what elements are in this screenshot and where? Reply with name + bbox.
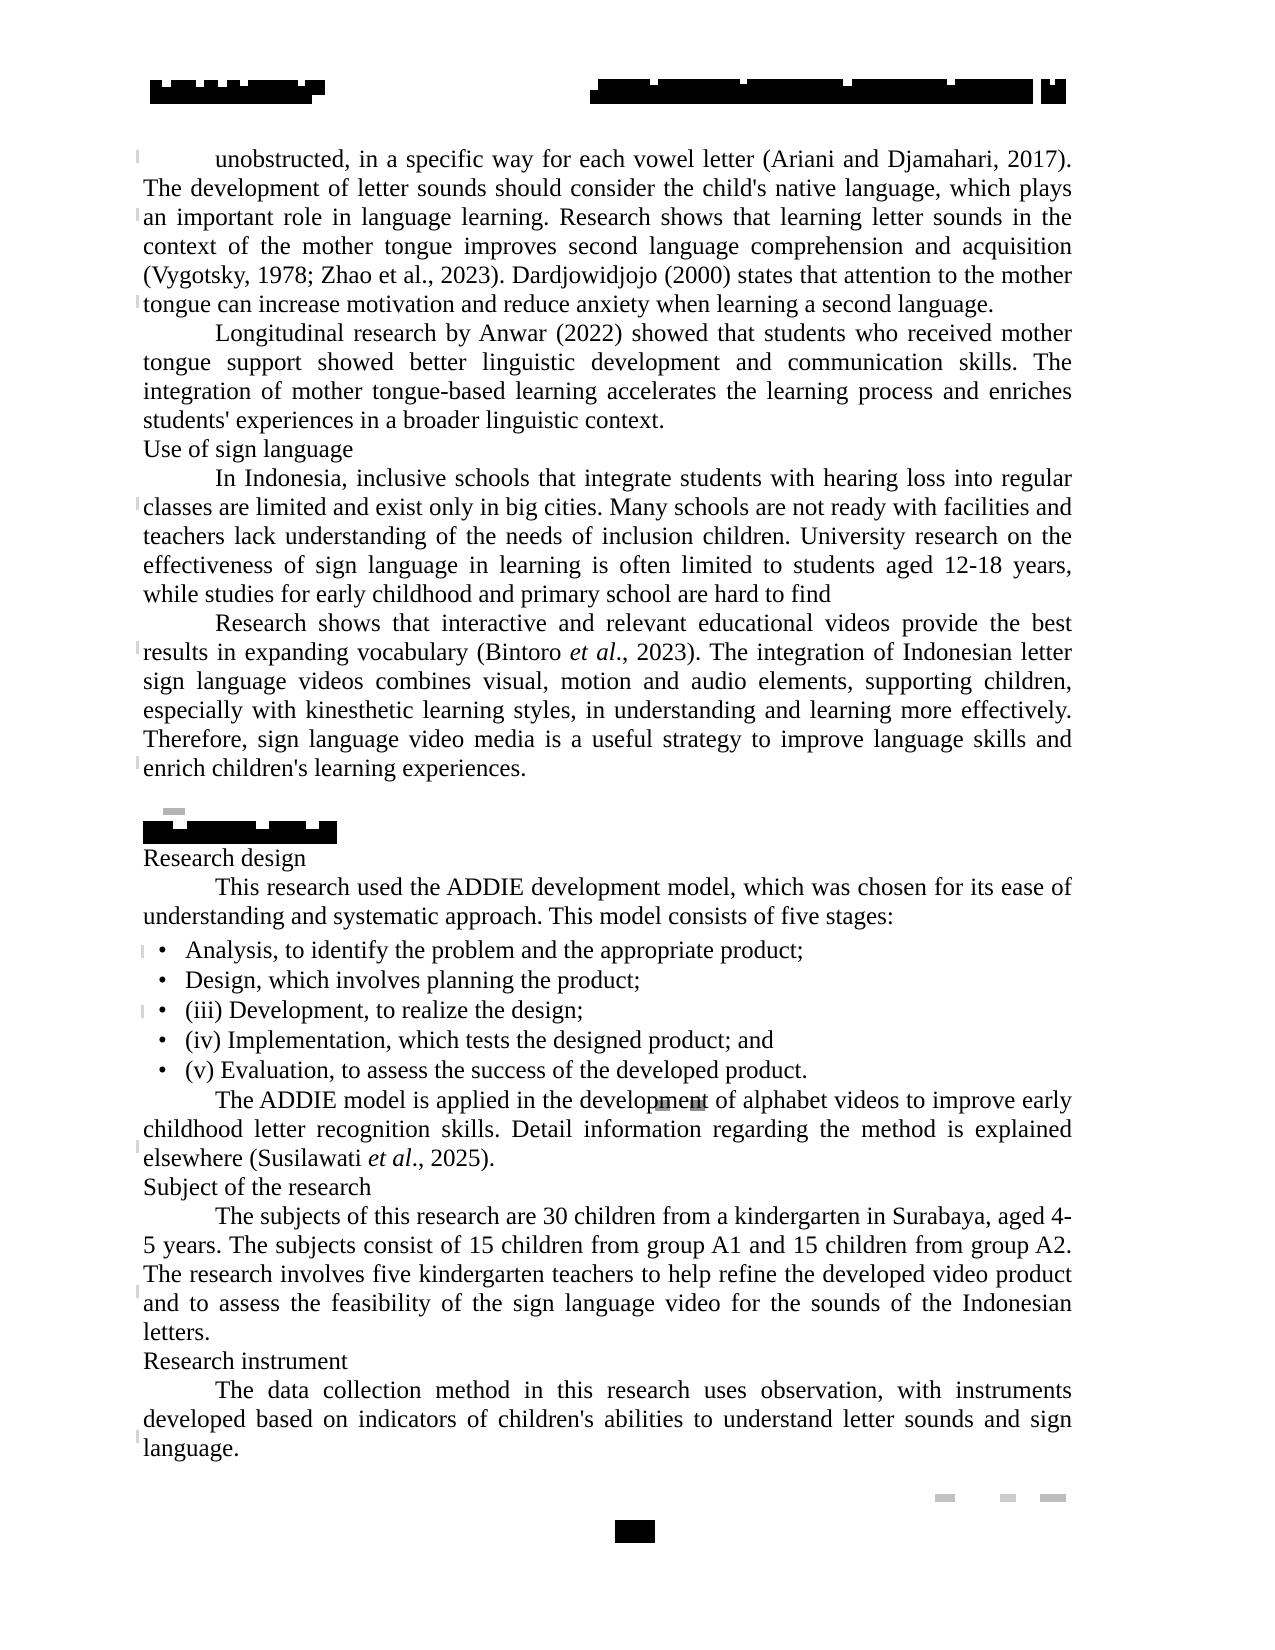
list-item-analysis: • Analysis, to identify the problem and the appropriate product; xyxy=(143,936,1072,966)
paragraph-text: Research shows that interactive and relevant educational videos provide the best results in expanding vocabulary (Bintoro xyxy=(143,610,1072,666)
page-body xyxy=(143,145,1072,1463)
scan-artifact xyxy=(136,208,139,221)
paragraph-longitudinal: Longitudinal research by Anwar (2022) showed that students who received mother tongue support showed better linguistic development and communication skills. The integration of mother tongue-based learning accelerates the learning process and enriches students' experiences in a broader linguistic context. xyxy=(143,320,1072,434)
paragraph-addie: This research used the ADDIE development model, which was chosen for its ease of understanding and systematic approach. This model consists of five stages: xyxy=(143,874,1072,930)
paragraph-intro-continued: unobstructed, in a specific way for each vowel letter (Ariani and Djamahari, 2017). The development of letter sounds should consider the child's native language, which plays an important role in language learning. Research shows that learning letter sounds in the context of the mother tongue improves second language comprehension and acquisition (Vygotsky, 1978; Zhao et al., 2023). Dardjowidjojo (2000) states that attention to the mother tongue can increase motivation and reduce anxiety when learning a second language. xyxy=(143,146,1072,318)
redaction-notch xyxy=(1050,79,1055,85)
addie-stages-list xyxy=(143,936,1072,1086)
redacted-header-right-end xyxy=(1041,79,1066,104)
scan-artifact xyxy=(1000,1494,1016,1502)
redaction-notch xyxy=(196,80,204,87)
redaction-notch xyxy=(298,80,305,86)
redaction-notch xyxy=(312,95,325,104)
redaction-notch xyxy=(947,79,955,85)
section-heading-sign-language: Use of sign language xyxy=(143,436,354,463)
redacted-header-left xyxy=(150,80,325,104)
section-heading-research-design: Research design xyxy=(143,845,307,872)
paragraph-text: ., 2025). xyxy=(411,1145,496,1172)
scan-artifact xyxy=(136,1430,139,1443)
redaction-notch xyxy=(218,80,227,87)
redaction-notch xyxy=(740,79,747,84)
list-item-development: • (iii) Development, to realize the design; xyxy=(143,996,1072,1026)
redacted-section-heading xyxy=(143,821,337,844)
list-item-implementation: • (iv) Implementation, which tests the designed product; and xyxy=(143,1026,1072,1056)
scan-artifact xyxy=(136,756,139,769)
redacted-header-right xyxy=(590,79,1033,104)
paragraph-indonesia: In Indonesia, inclusive schools that integrate students with hearing loss into regular classes are limited and exist only in big cities. Many schools are not ready with facilities and teachers lack understanding of the needs of inclusion children. University research on the effectiveness of sign language in learning is often limited to students aged 12-18 years, while studies for early childhood and primary school are hard to find xyxy=(143,465,1072,608)
redaction-notch xyxy=(240,80,248,86)
scan-artifact xyxy=(136,1285,139,1298)
et-al-italic: et al xyxy=(367,1145,412,1172)
redacted-page-number xyxy=(615,1520,655,1543)
redaction-notch xyxy=(590,79,598,90)
list-item-design: • Design, which involves planning the product; xyxy=(143,966,1072,996)
redaction-notch xyxy=(162,80,171,87)
scan-artifact xyxy=(1040,1494,1066,1502)
paragraph-text: The ADDIE model is applied in the development of alphabet videos to improve early childhood letter recognition skills. Detail information regarding the method is explained elsewhere (Susilawati xyxy=(143,1087,1072,1172)
paragraph-text: ., 2023). The integration of Indonesian letter sign language videos combines visual, motion and audio elements, supporting children, especially with kinesthetic learning styles, in understanding and learning more effectively. Therefore, sign language video media is a useful strategy to improve language skills and enrich children's learning experiences. xyxy=(143,639,1072,782)
list-item-evaluation: • (v) Evaluation, to assess the success of the developed product. xyxy=(143,1056,1072,1086)
paragraph-addie-applied xyxy=(143,1086,1072,1173)
redaction-notch xyxy=(843,79,852,86)
paragraph-videos xyxy=(143,609,1072,783)
et-al-italic: et al xyxy=(569,639,616,666)
redaction-notch xyxy=(306,821,319,829)
scan-artifact xyxy=(136,150,139,163)
scan-artifact xyxy=(935,1494,955,1502)
section-heading-instrument: Research instrument xyxy=(143,1348,348,1375)
paragraph-subjects: The subjects of this research are 30 children from a kindergarten in Surabaya, aged 4-5 years. The subjects consist of 15 children from group A1 and 15 children from group A2. The research involves five kindergarten teachers to help refine the developed video product and to assess the feasibility of the sign language video for the sounds of the Indonesian letters. xyxy=(143,1203,1072,1346)
scan-artifact xyxy=(136,295,139,308)
scan-artifact xyxy=(136,1140,139,1153)
redaction-notch xyxy=(173,821,187,829)
redaction-notch xyxy=(650,79,658,85)
redaction-notch xyxy=(256,821,269,829)
section-heading-subject: Subject of the research xyxy=(143,1174,372,1201)
scan-artifact xyxy=(136,497,139,510)
scan-artifact xyxy=(136,641,139,654)
paragraph-instrument: The data collection method in this research uses observation, with instruments developed based on indicators of children's abilities to understand letter sounds and sign language. xyxy=(143,1377,1072,1462)
